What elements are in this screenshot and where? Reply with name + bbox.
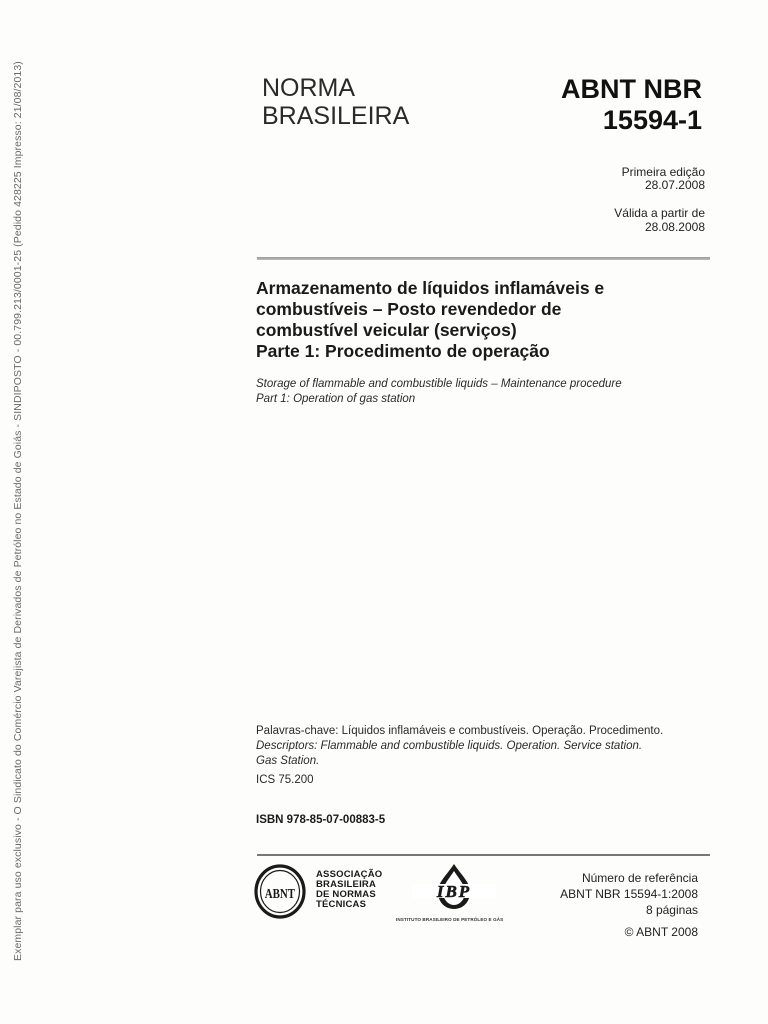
abnt-word: ASSOCIAÇÃO (316, 869, 383, 880)
title-en-line: Part 1: Operation of gas station (256, 393, 416, 405)
title-pt-line: Parte 1: Procedimento de operação (256, 341, 550, 361)
validity-date: 28.08.2008 (644, 220, 705, 234)
bottom-divider (257, 854, 710, 856)
abnt-logo (252, 864, 312, 919)
abnt-logo-words (316, 870, 382, 910)
abnt-word: DE NORMAS (316, 889, 376, 900)
top-divider (257, 257, 710, 260)
reference-label: Número de referência (581, 871, 698, 885)
reference-info (560, 870, 698, 918)
copyright-notice: © ABNT 2008 (624, 925, 698, 939)
standard-code (561, 74, 702, 136)
standard-code-line-1: ABNT NBR (561, 74, 702, 104)
ics-code: ICS 75.200 (256, 774, 314, 786)
title-en-line: Storage of flammable and combustible liquids – Maintenance procedure (256, 378, 622, 390)
document-title-portuguese (256, 278, 706, 362)
ibp-logo-subtitle: INSTITUTO BRASILEIRO DE PETRÓLEO E GÁS (396, 917, 504, 922)
validity-label: Válida a partir de (614, 206, 705, 220)
norma-line-2: BRASILEIRA (262, 102, 410, 130)
descriptors-english: Descriptors: Flammable and combustible liquids. Operation. Service station. (256, 740, 643, 752)
reference-code: ABNT NBR 15594-1:2008 (560, 887, 698, 901)
edition-date: 28.07.2008 (644, 178, 705, 192)
title-pt-line: combustível veicular (serviços) (256, 320, 517, 340)
keywords-portuguese: Palavras-chave: Líquidos inflamáveis e combustíveis. Operação. Procedimento. (256, 725, 664, 737)
abnt-logo-mark: ABNT (264, 885, 296, 902)
norma-brasileira-heading (262, 74, 409, 130)
document-title-english (256, 377, 716, 407)
edition-label: Primeira edição (621, 165, 705, 179)
keywords-block (256, 724, 716, 769)
validity-info (614, 206, 705, 234)
title-pt-line: combustíveis – Posto revendedor de (256, 299, 562, 319)
descriptors-english-cont: Gas Station. (256, 755, 320, 767)
side-watermark-note: Exemplar para uso exclusivo - O Sindicato do Comércio Varejista de Derivados de Petróleo no Estado de Goiás - SINDIPOSTO - 00.799.213/0001-25 (Pedido 428225 Impresso: 21/08/2013) (12, 61, 24, 961)
abnt-word: TÉCNICAS (316, 899, 367, 910)
edition-info (622, 166, 705, 192)
page-count: 8 páginas (645, 903, 698, 917)
abnt-word: BRASILEIRA (316, 879, 377, 890)
ibp-logo-mark: IBP (436, 882, 472, 901)
ibp-logo (410, 862, 498, 918)
standard-code-line-2: 15594-1 (602, 105, 702, 135)
isbn-number: ISBN 978-85-07-00883-5 (256, 814, 386, 826)
title-pt-line: Armazenamento de líquidos inflamáveis e (256, 278, 605, 298)
norma-line-1: NORMA (262, 74, 356, 102)
